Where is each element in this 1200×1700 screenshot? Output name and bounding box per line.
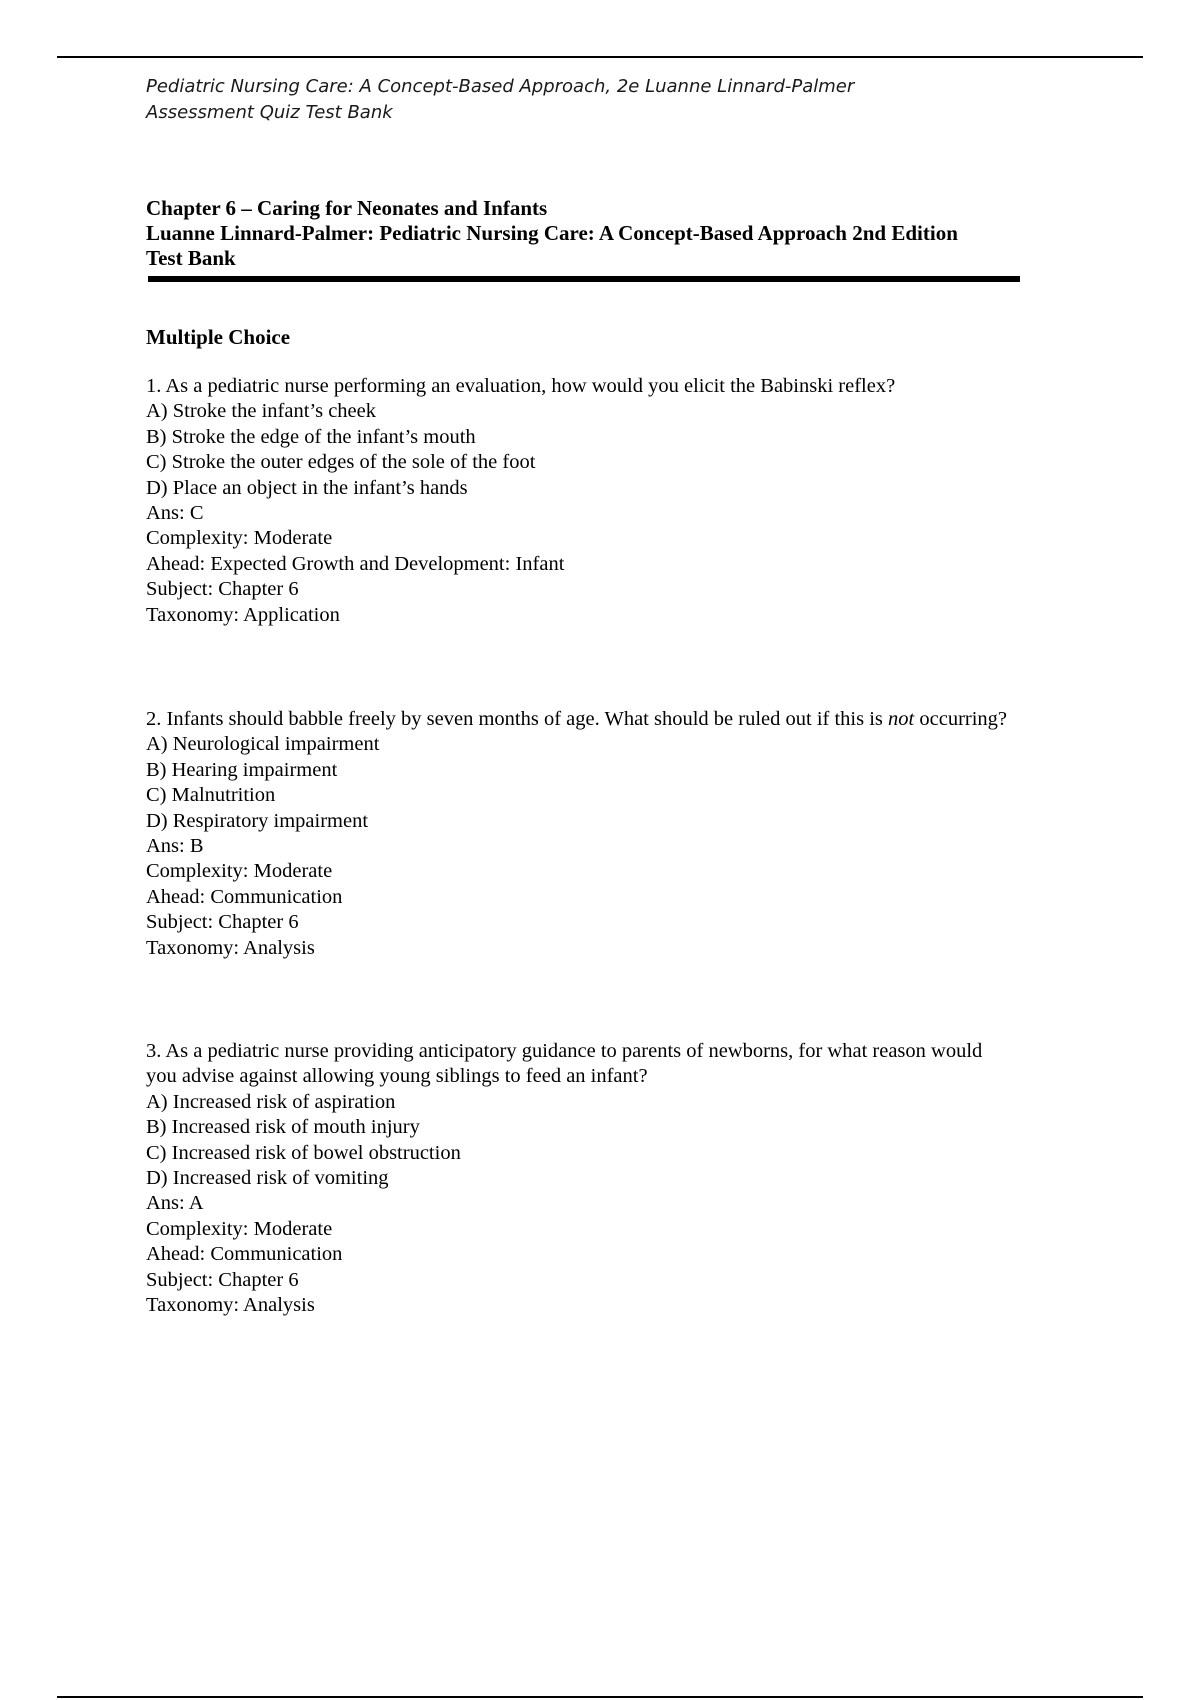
running-header <box>146 74 1106 126</box>
taxonomy: Taxonomy: Analysis <box>146 936 315 959</box>
option-b: B) Hearing impairment <box>146 758 338 781</box>
top-divider <box>57 56 1143 58</box>
option-b: B) Stroke the edge of the infant’s mouth <box>146 425 476 448</box>
taxonomy: Taxonomy: Analysis <box>146 1294 315 1317</box>
section-heading: Multiple Choice <box>146 325 291 349</box>
option-c: C) Stroke the outer edges of the sole of the foot <box>146 451 536 474</box>
option-c: C) Malnutrition <box>146 784 276 807</box>
ahead: Ahead: Expected Growth and Development: Infant <box>146 552 565 575</box>
question-1 <box>146 374 1096 628</box>
question-stem-emphasis: not <box>888 708 915 730</box>
question-stem-line-2: you advise against allowing young siblings to feed an infant? <box>146 1065 648 1088</box>
ahead: Ahead: Communication <box>146 885 343 908</box>
question-3 <box>146 1039 1096 1318</box>
document-type: Test Bank <box>146 246 236 270</box>
option-a: A) Increased risk of aspiration <box>146 1090 396 1113</box>
running-header-line-1: Pediatric Nursing Care: A Concept-Based Approach, 2e Luanne Linnard-Palmer <box>146 76 855 97</box>
running-header-line-2: Assessment Quiz Test Bank <box>146 102 393 123</box>
chapter-title: Chapter 6 – Caring for Neonates and Infants <box>146 196 548 220</box>
option-b: B) Increased risk of mouth injury <box>146 1116 420 1139</box>
option-c: C) Increased risk of bowel obstruction <box>146 1141 461 1164</box>
title-underline <box>148 276 1020 282</box>
complexity: Complexity: Moderate <box>146 1217 333 1240</box>
question-stem-end: occurring? <box>914 708 1008 730</box>
answer: Ans: C <box>146 502 204 525</box>
title-block <box>146 196 1046 271</box>
answer: Ans: B <box>146 835 204 858</box>
book-title: Luanne Linnard-Palmer: Pediatric Nursing Care: A Concept-Based Approach 2nd Edition <box>146 221 958 245</box>
option-a: A) Stroke the infant’s cheek <box>146 400 376 423</box>
answer: Ans: A <box>146 1192 204 1215</box>
question-2 <box>146 707 1096 961</box>
question-stem <box>146 707 1096 732</box>
option-d: D) Place an object in the infant’s hands <box>146 476 468 499</box>
bottom-divider <box>57 1696 1143 1698</box>
complexity: Complexity: Moderate <box>146 527 333 550</box>
option-d: D) Respiratory impairment <box>146 809 369 832</box>
taxonomy: Taxonomy: Application <box>146 603 340 626</box>
subject: Subject: Chapter 6 <box>146 578 299 601</box>
question-stem-line-1: 3. As a pediatric nurse providing anticipatory guidance to parents of newborns, for what reason would <box>146 1040 983 1062</box>
subject: Subject: Chapter 6 <box>146 911 299 934</box>
ahead: Ahead: Communication <box>146 1243 343 1266</box>
question-stem: 1. As a pediatric nurse performing an evaluation, how would you elicit the Babinski reflex? <box>146 375 896 397</box>
question-stem-start: 2. Infants should babble freely by seven months of age. What should be ruled out if this is <box>146 708 889 730</box>
option-a: A) Neurological impairment <box>146 733 380 756</box>
option-d: D) Increased risk of vomiting <box>146 1167 389 1190</box>
subject: Subject: Chapter 6 <box>146 1268 299 1291</box>
complexity: Complexity: Moderate <box>146 860 333 883</box>
